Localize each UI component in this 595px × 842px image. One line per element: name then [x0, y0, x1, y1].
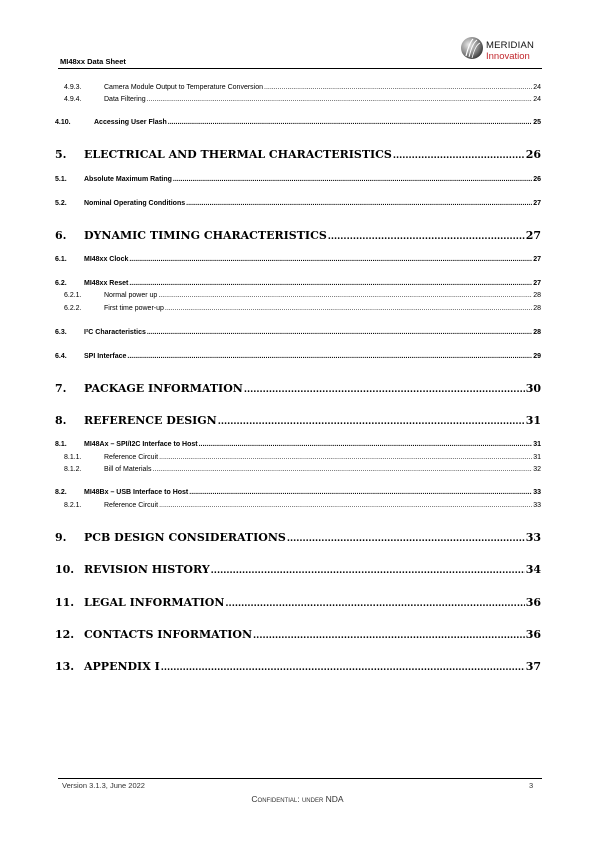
- logo-line2: Innovation: [486, 51, 530, 62]
- toc-leader-dots: [129, 256, 532, 263]
- toc-entry-number: 6.: [55, 229, 67, 242]
- toc-leader-dots: [127, 353, 532, 360]
- toc-entry-title[interactable]: MI48xx Reset: [84, 280, 129, 287]
- footer-rule: [58, 778, 542, 779]
- toc-entry-number: 8.1.1.: [64, 454, 82, 461]
- toc-leader-dots: [147, 96, 533, 103]
- toc-leader-dots: [287, 534, 525, 544]
- toc-leader-dots: [173, 176, 532, 183]
- toc-entry-page: 27: [533, 256, 541, 263]
- toc-entry-number: 10.: [55, 563, 75, 576]
- toc-entry-page: 27: [533, 200, 541, 207]
- toc-leader-dots: [199, 441, 533, 448]
- toc-leader-dots: [328, 232, 525, 242]
- toc-entry-title[interactable]: Bill of Materials: [104, 466, 152, 473]
- toc-entry-number: 8.: [55, 414, 67, 427]
- toc-entry-title[interactable]: MI48Ax – SPI/I2C Interface to Host: [84, 441, 198, 448]
- toc-entry-number: 6.3.: [55, 329, 67, 336]
- toc-entry-page: 32: [533, 466, 541, 473]
- toc-entry-title[interactable]: REFERENCE DESIGN: [84, 414, 217, 427]
- toc-entry-title[interactable]: MI48xx Clock: [84, 256, 129, 263]
- toc-entry-number: 6.2.: [55, 280, 67, 287]
- toc-entry-title[interactable]: Data Filtering: [104, 96, 146, 103]
- toc-entry-title[interactable]: Absolute Maximum Rating: [84, 176, 172, 183]
- toc-entry-title[interactable]: MI48Bx – USB Interface to Host: [84, 489, 189, 496]
- toc-leader-dots: [161, 663, 525, 673]
- toc-leader-dots: [168, 119, 532, 126]
- toc-entry-number: 12.: [55, 628, 75, 641]
- toc-entry-title[interactable]: SPI Interface: [84, 353, 127, 360]
- toc-leader-dots: [129, 280, 532, 287]
- toc-entry-number: 8.1.2.: [64, 466, 82, 473]
- toc-entry-number: 4.9.4.: [64, 96, 82, 103]
- toc-entry-title[interactable]: Reference Circuit: [104, 502, 159, 509]
- toc-entry-number: 8.1.: [55, 441, 67, 448]
- toc-leader-dots: [152, 466, 532, 473]
- toc-entry-number: 13.: [55, 660, 75, 673]
- toc-entry-number: 8.2.1.: [64, 502, 82, 509]
- toc-entry-page: 28: [533, 329, 541, 336]
- toc-entry-title[interactable]: APPENDIX I: [84, 660, 160, 673]
- toc-entry-page: 31: [533, 454, 541, 461]
- toc-entry-page: 33: [533, 502, 541, 509]
- toc-entry-title[interactable]: First time power-up: [104, 305, 164, 312]
- toc-entry-number: 6.2.2.: [64, 305, 82, 312]
- toc-entry-number: 11.: [55, 596, 75, 609]
- document-title: MI48xx Data Sheet: [60, 57, 126, 66]
- toc-entry-title[interactable]: PACKAGE INFORMATION: [84, 382, 243, 395]
- toc-entry-page: 26: [525, 148, 541, 161]
- toc-leader-dots: [211, 566, 525, 576]
- logo-line1: MERIDIAN: [486, 40, 535, 51]
- toc-entry-number: 4.10.: [55, 119, 71, 126]
- toc-entry-title[interactable]: REVISION HISTORY: [84, 563, 210, 576]
- toc-entry-page: 31: [533, 441, 541, 448]
- toc-entry-page: 24: [533, 84, 541, 91]
- toc-entry-number: 9.: [55, 531, 67, 544]
- toc-entry-title[interactable]: I²C Characteristics: [84, 329, 146, 336]
- toc-entry-number: 6.2.1.: [64, 292, 82, 299]
- toc-entry-number: 6.4.: [55, 353, 67, 360]
- toc-entry-title[interactable]: Normal power up: [104, 292, 158, 299]
- footer-page-number: 3: [529, 781, 534, 790]
- toc-leader-dots: [225, 599, 524, 609]
- toc-leader-dots: [165, 305, 532, 312]
- toc-leader-dots: [253, 631, 525, 641]
- toc-leader-dots: [159, 502, 532, 509]
- toc-entry-page: 27: [525, 229, 541, 242]
- toc-leader-dots: [218, 417, 525, 427]
- toc-entry-title[interactable]: CONTACTS INFORMATION: [84, 628, 253, 641]
- toc-entry-page: 34: [525, 563, 541, 576]
- toc-entry-page: 36: [525, 596, 541, 609]
- toc-entry-title[interactable]: PCB DESIGN CONSIDERATIONS: [84, 531, 286, 544]
- toc-entry-title[interactable]: Reference Circuit: [104, 454, 159, 461]
- toc-entry-title[interactable]: ELECTRICAL AND THERMAL CHARACTERISTICS: [84, 148, 392, 161]
- toc-entry-page: 24: [533, 96, 541, 103]
- toc-entry-page: 33: [533, 489, 541, 496]
- toc-entry-page: 37: [525, 660, 541, 673]
- toc-entry-page: 26: [533, 176, 541, 183]
- toc-entry-page: 31: [525, 414, 541, 427]
- toc-entry-page: 29: [533, 353, 541, 360]
- toc-entry-title[interactable]: Nominal Operating Conditions: [84, 200, 186, 207]
- toc-entry-page: 25: [533, 119, 541, 126]
- toc-leader-dots: [158, 292, 532, 299]
- toc-entry-title[interactable]: DYNAMIC TIMING CHARACTERISTICS: [84, 229, 327, 242]
- toc-entry-page: 36: [525, 628, 541, 641]
- footer-version: Version 3.1.3, June 2022: [62, 781, 145, 790]
- toc-entry-page: 33: [525, 531, 541, 544]
- toc-entry-number: 8.2.: [55, 489, 67, 496]
- toc-entry-page: 28: [533, 292, 541, 299]
- toc-entry-number: 6.1.: [55, 256, 67, 263]
- toc-entry-page: 28: [533, 305, 541, 312]
- toc-leader-dots: [186, 200, 532, 207]
- toc-leader-dots: [393, 151, 525, 161]
- toc-entry-title[interactable]: LEGAL INFORMATION: [84, 596, 225, 609]
- toc-entry-number: 5.1.: [55, 176, 67, 183]
- toc-leader-dots: [189, 489, 532, 496]
- toc-entry-title[interactable]: Camera Module Output to Temperature Conversion: [104, 84, 264, 91]
- footer-confidential: Confidential: under NDA: [251, 794, 344, 804]
- toc-entry-number: 5.: [55, 148, 67, 161]
- toc-leader-dots: [244, 385, 525, 395]
- toc-entry-number: 5.2.: [55, 200, 67, 207]
- toc-leader-dots: [264, 84, 532, 91]
- toc-leader-dots: [159, 454, 532, 461]
- toc-entry-number: 4.9.3.: [64, 84, 82, 91]
- toc-entry-number: 7.: [55, 382, 67, 395]
- toc-entry-title[interactable]: Accessing User Flash: [94, 119, 167, 126]
- toc-leader-dots: [147, 329, 532, 336]
- toc-entry-page: 30: [525, 382, 541, 395]
- toc-entry-page: 27: [533, 280, 541, 287]
